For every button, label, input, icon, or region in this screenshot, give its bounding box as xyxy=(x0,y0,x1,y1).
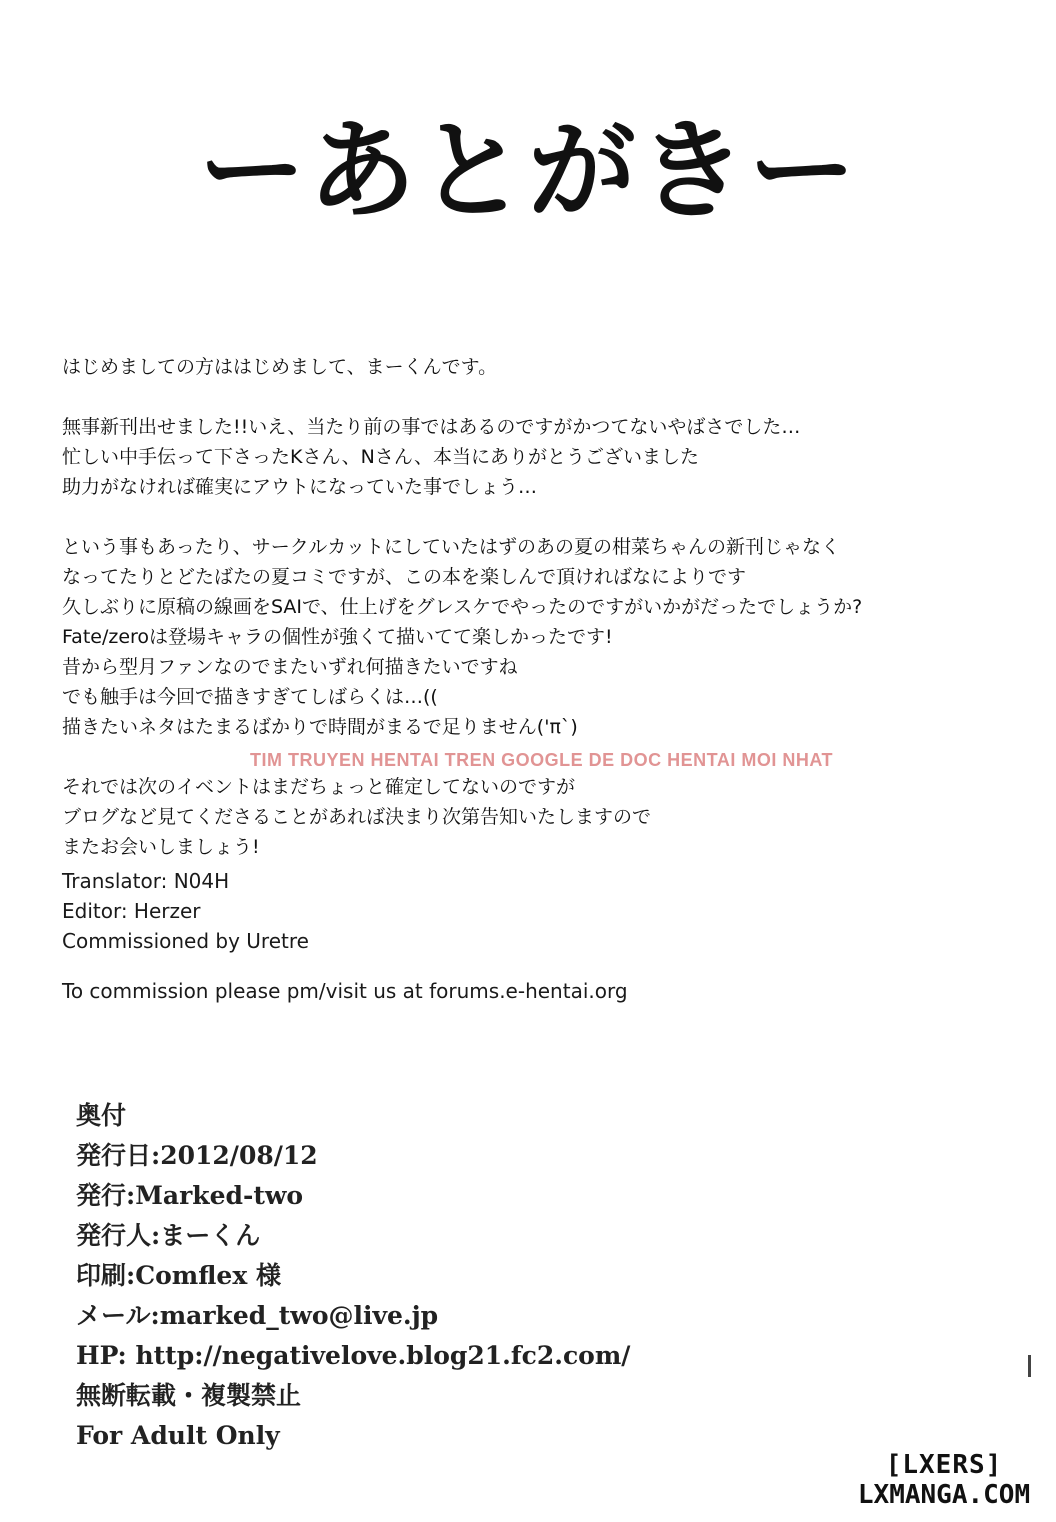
colophon-printer: 印刷:Comflex 様 xyxy=(76,1261,281,1290)
editor-credit: Editor: Herzer xyxy=(62,899,201,923)
paragraph-greeting xyxy=(62,352,922,382)
text-line: 描きたいネタはたまるばかりで時間がまるで足りません('π`) xyxy=(62,716,578,738)
colophon-prohibition: 無断転載・複製禁止 xyxy=(76,1381,302,1410)
text-line: はじめましての方ははじめまして、まーくんです。 xyxy=(62,356,498,378)
colophon-homepage: HP: http://negativelove.blog21.fc2.com/ xyxy=(76,1341,631,1370)
text-line: なってたりとどたばたの夏コミですが、この本を楽しんで頂ければなによりです xyxy=(62,566,747,588)
paragraph-comments xyxy=(62,532,922,742)
colophon-block xyxy=(76,1096,630,1456)
text-line: という事もあったり、サークルカットにしていたはずのあの夏の柑菜ちゃんの新刊じゃなく xyxy=(62,536,841,558)
colophon-date: 発行日:2012/08/12 xyxy=(76,1141,318,1170)
commission-note: To commission please pm/visit us at forums.e-hentai.org xyxy=(62,979,628,1003)
text-line: 昔から型月ファンなのでまたいずれ何描きたいですね xyxy=(62,656,518,678)
commissioned-credit: Commissioned by Uretre xyxy=(62,929,309,953)
paragraph-closing xyxy=(62,772,922,862)
colophon-heading: 奥付 xyxy=(76,1101,127,1130)
text-line: Fate/zeroは登場キャラの個性が強くて描いてて楽しかったです! xyxy=(62,626,613,648)
text-line: 忙しい中手伝って下さったKさん、Nさん、本当にありがとうございました xyxy=(62,446,699,468)
text-line: 無事新刊出せました!!いえ、当たり前の事ではあるのですがかつてないやばさでした… xyxy=(62,416,801,438)
logo-line-2: LXMANGA.COM xyxy=(857,1480,1031,1510)
colophon-adult-notice: For Adult Only xyxy=(76,1421,280,1450)
credits-block xyxy=(62,866,309,956)
text-line: またお会いしましょう! xyxy=(62,836,260,858)
translator-credit: Translator: N04H xyxy=(62,869,230,893)
text-line: ブログなど見てくださることがあれば決まり次第告知いたしますので xyxy=(62,806,652,828)
site-logo xyxy=(854,1450,1034,1510)
logo-line-1: [LXERS] xyxy=(885,1450,1003,1480)
colophon-author: 発行人:まーくん xyxy=(76,1221,261,1250)
text-line: 助力がなければ確実にアウトになっていた事でしょう… xyxy=(62,476,538,498)
text-line: 久しぶりに原稿の線画をSAIで、仕上げをグレスケでやったのですがいかがだったでしょうか? xyxy=(62,596,863,618)
colophon-mail: メール:marked_two@live.jp xyxy=(76,1301,439,1330)
scan-mark xyxy=(1028,1355,1031,1377)
watermark-text: TIM TRUYEN HENTAI TREN GOOGLE DE DOC HENTAI MOI NHAT xyxy=(250,750,833,770)
text-line: それでは次のイベントはまだちょっと確定してないのですが xyxy=(62,776,576,798)
colophon-publisher: 発行:Marked-two xyxy=(76,1181,304,1210)
text-line: でも触手は今回で描きすぎてしばらくは…(( xyxy=(62,686,438,708)
paragraph-release xyxy=(62,412,922,502)
afterword-body xyxy=(62,352,922,892)
page-title: ーあとがきー xyxy=(197,108,858,234)
